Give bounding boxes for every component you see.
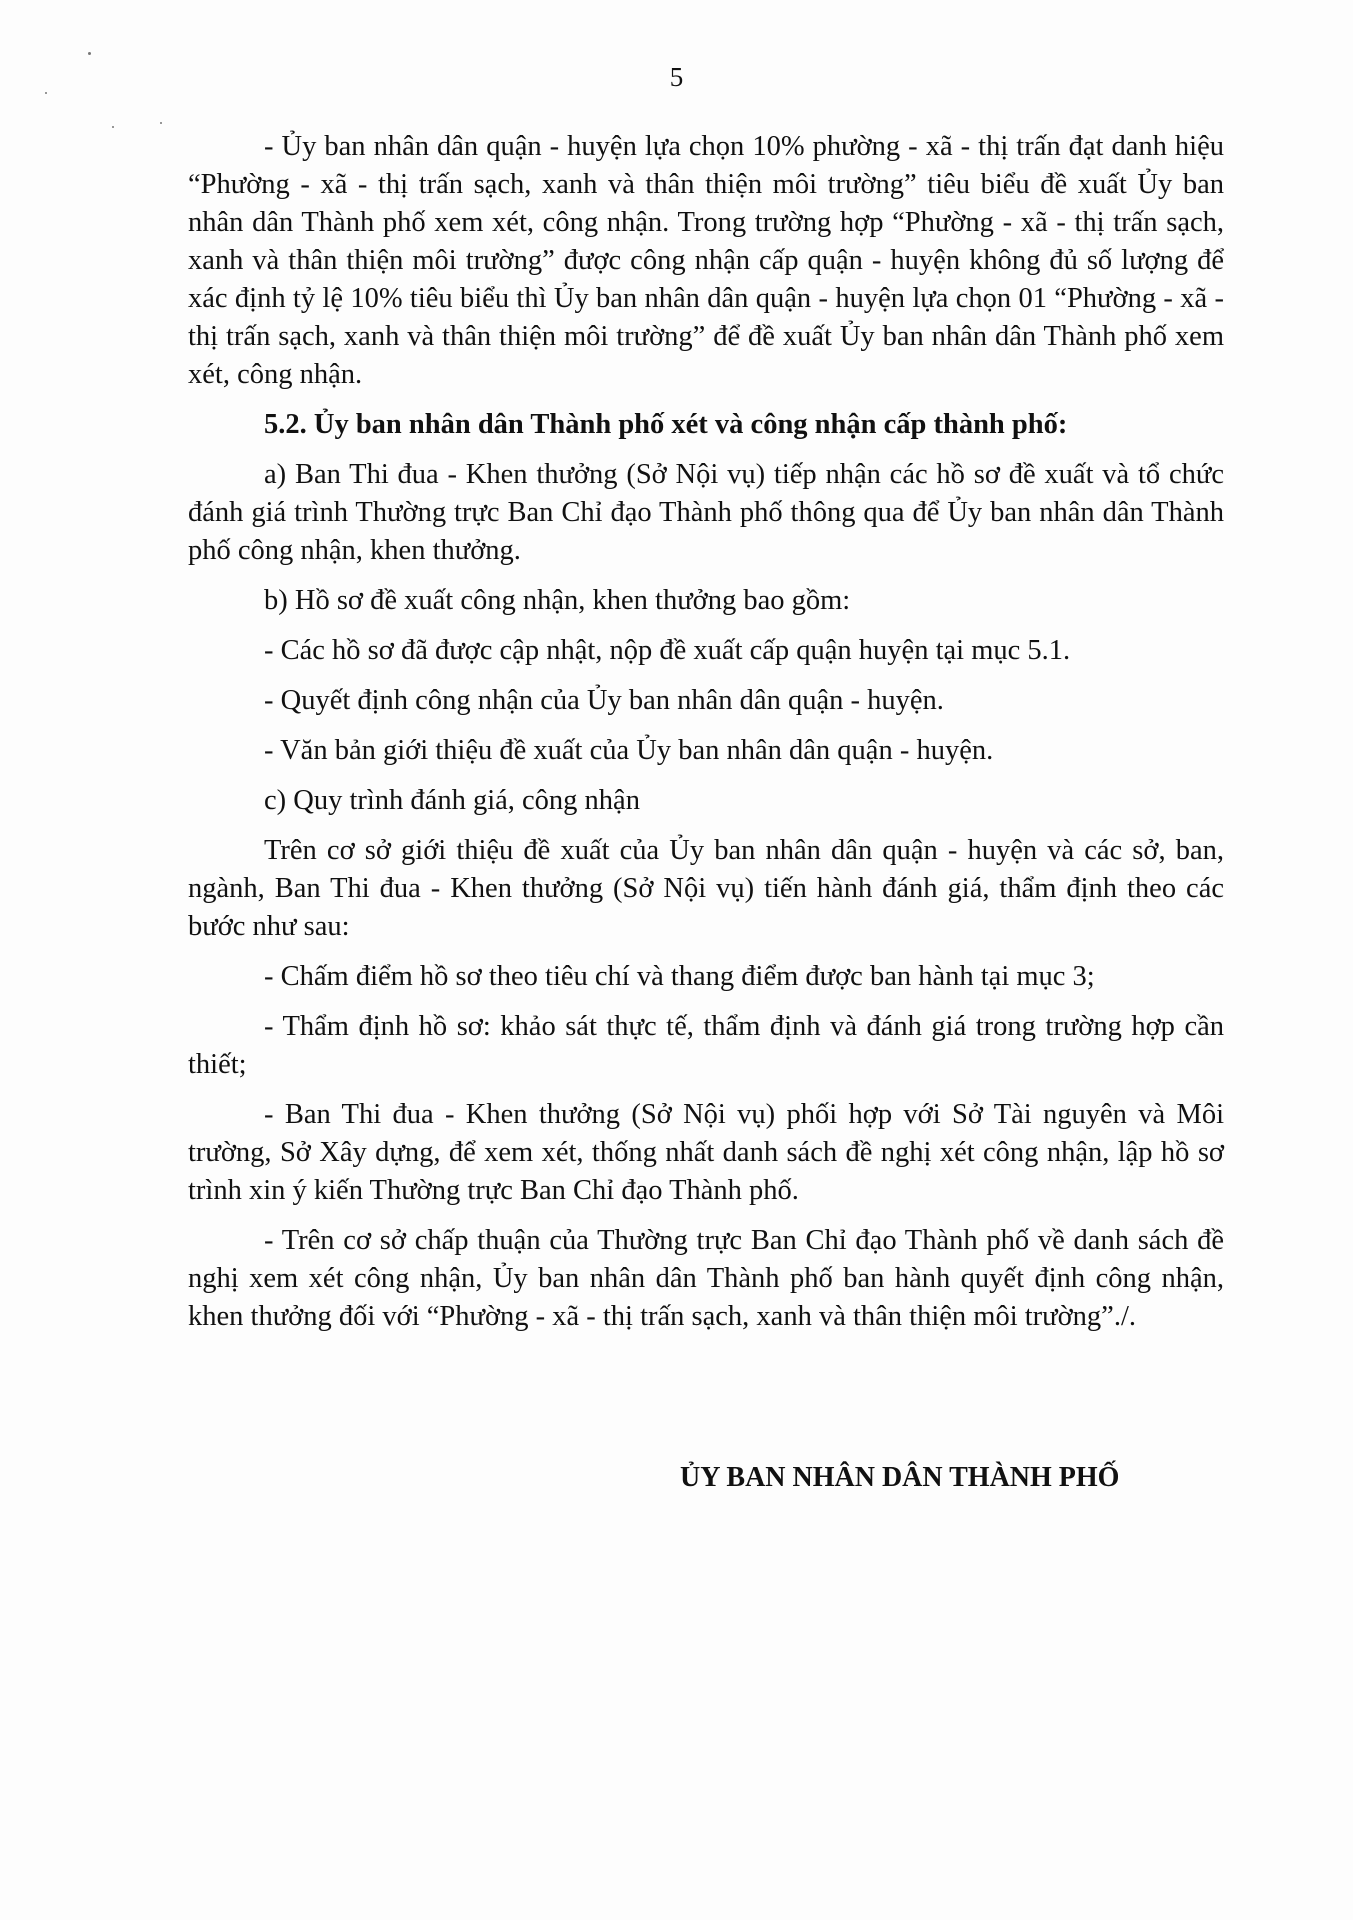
paragraph-b: b) Hồ sơ đề xuất công nhận, khen thưởng bao gồm: <box>264 585 851 616</box>
list-item-introduction-letter: - Văn bản giới thiệu đề xuất của Ủy ban nhân dân quận - huyện. <box>264 735 994 766</box>
list-item-appraisal: - Thẩm định hồ sơ: khảo sát thực tế, thẩm định và đánh giá trong trường hợp cần thiết; <box>188 1011 1224 1080</box>
paragraph-a: a) Ban Thi đua - Khen thưởng (Sở Nội vụ) tiếp nhận các hồ sơ đề xuất và tổ chức đánh giá trình Thường trực Ban Chỉ đạo Thành phố thông qua để Ủy ban nhân dân Thành phố công nhận, khen thưởng. <box>188 459 1224 566</box>
paragraph-ward-selection: - Ủy ban nhân dân quận - huyện lựa chọn 10% phường - xã - thị trấn đạt danh hiệu “Phường - xã - thị trấn sạch, xanh và thân thiện môi trường” tiêu biểu đề xuất Ủy ban nhân dân Thành phố xem xét, công nhận. Trong trường hợp “Phường - xã - thị trấn sạch, xanh và thân thiện môi trường” được công nhận cấp quận - huyện không đủ số lượng để xác định tỷ lệ 10% tiêu biểu thì Ủy ban nhân dân quận - huyện lựa chọn 01 “Phường - xã - thị trấn sạch, xanh và thân thiện môi trường” để đề xuất Ủy ban nhân dân Thành phố xem xét, công nhận. <box>188 131 1224 390</box>
scan-speck <box>160 122 162 124</box>
paragraph-c: c) Quy trình đánh giá, công nhận <box>264 785 640 816</box>
list-item-updated-records: - Các hồ sơ đã được cập nhật, nộp đề xuất cấp quận huyện tại mục 5.1. <box>264 635 1071 666</box>
list-item-final-decision: - Trên cơ sở chấp thuận của Thường trực Ban Chỉ đạo Thành phố về danh sách đề nghị xem xét công nhận, Ủy ban nhân dân Thành phố ban hành quyết định công nhận, khen thưởng đối với “Phường - xã - thị trấn sạch, xanh và thân thiện môi trường”./. <box>188 1225 1224 1332</box>
list-item-recognition-decision: - Quyết định công nhận của Ủy ban nhân dân quận - huyện. <box>264 685 944 716</box>
list-item-scoring: - Chấm điểm hồ sơ theo tiêu chí và thang điểm được ban hành tại mục 3; <box>264 961 1095 992</box>
scan-speck <box>112 126 114 128</box>
scan-speck <box>88 52 91 55</box>
document-body <box>188 128 1224 1348</box>
signature-block: ỦY BAN NHÂN DÂN THÀNH PHỐ <box>680 1462 1120 1493</box>
section-heading-5-2: 5.2. Ủy ban nhân dân Thành phố xét và công nhận cấp thành phố: <box>264 409 1068 440</box>
paragraph-evaluation-basis: Trên cơ sở giới thiệu đề xuất của Ủy ban nhân dân quận - huyện và các sở, ban, ngành, Ban Thi đua - Khen thưởng (Sở Nội vụ) tiến hành đánh giá, thẩm định theo các bước như sau: <box>188 835 1224 942</box>
list-item-coordination: - Ban Thi đua - Khen thưởng (Sở Nội vụ) phối hợp với Sở Tài nguyên và Môi trường, Sở Xây dựng, để xem xét, thống nhất danh sách đề nghị xét công nhận, lập hồ sơ trình xin ý kiến Thường trực Ban Chỉ đạo Thành phố. <box>188 1099 1224 1206</box>
page-number: 5 <box>669 62 684 92</box>
